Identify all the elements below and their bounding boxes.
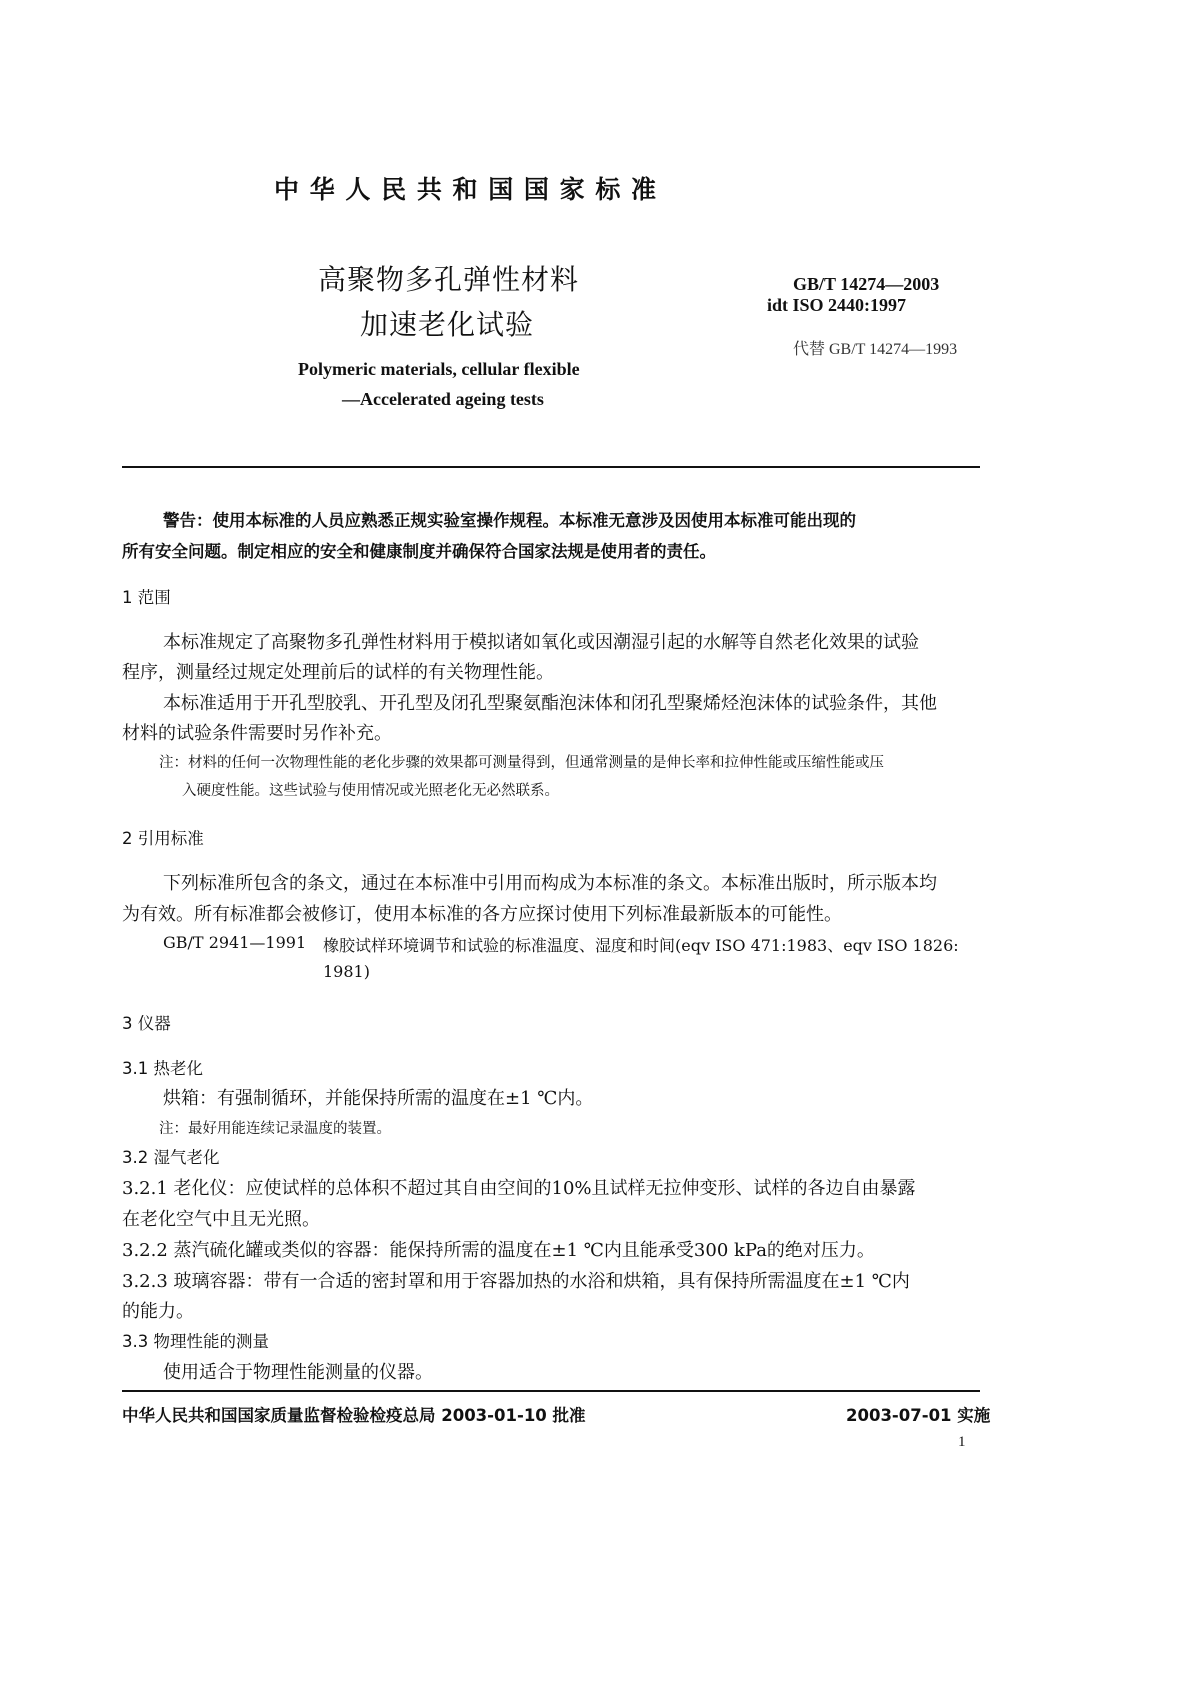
section1-note-line1: 注：材料的任何一次物理性能的老化步骤的效果都可测量得到，但通常测量的是伸长率和拉伸性能或压缩性能或压 [159,755,884,771]
section32-heading: 3.2 湿气老化 [122,1148,220,1167]
section3-heading: 3 仪器 [122,1014,171,1033]
footer-divider [122,1390,980,1392]
section2-p1-line2: 为有效。所有标准都会被修订，使用本标准的各方应探讨使用下列标准最新版本的可能性。 [122,904,842,925]
reference-text-line1: 橡胶试样环境调节和试验的标准温度、湿度和时间(eqv ISO 471:1983、eqv ISO 1826: [323,936,959,955]
idt-line: idt ISO 2440:1997 [767,295,907,315]
page-number: 1 [958,1434,966,1450]
section321-line2: 在老化空气中且无光照。 [122,1209,320,1230]
replaces-line: 代替 GB/T 14274—1993 [793,341,958,358]
section1-p1-line2: 程序，测量经过规定处理前后的试样的有关物理性能。 [122,662,554,683]
section1-note-line2: 入硬度性能。这些试验与使用情况或光照老化无必然联系。 [182,783,559,799]
section323-line2: 的能力。 [122,1301,194,1322]
section31-note: 注：最好用能连续记录温度的装置。 [159,1121,391,1137]
section2-p1-line1: 下列标准所包含的条文，通过在本标准中引用而构成为本标准的条文。本标准出版时，所示版本均 [163,873,937,894]
section1-p2-line1: 本标准适用于开孔型胶乳、开孔型及闭孔型聚氨酯泡沫体和闭孔型聚烯烃泡沫体的试验条件，其他 [163,693,937,714]
section1-p2-line2: 材料的试验条件需要时另作补充。 [122,723,392,744]
warning-line1: 警告：使用本标准的人员应熟悉正规实验室操作规程。本标准无意涉及因使用本标准可能出现的 [163,511,856,530]
section1-p1-line1: 本标准规定了高聚物多孔弹性材料用于模拟诸如氧化或因潮湿引起的水解等自然老化效果的试验 [163,632,919,653]
section2-heading: 2 引用标准 [122,829,204,848]
national-standard-heading: 中 华 人 民 共 和 国 国 家 标 准 [274,175,658,204]
reference-code: GB/T 2941—1991 [163,933,307,952]
warning-line2: 所有安全问题。制定相应的安全和健康制度并确保符合国家法规是使用者的责任。 [122,542,716,561]
section322: 3.2.2 蒸汽硫化罐或类似的容器：能保持所需的温度在±1 ℃内且能承受300 kPa的绝对压力。 [122,1240,875,1261]
std-number: GB/T 14274—2003 [793,274,940,294]
title-cn-line2: 加速老化试验 [360,308,535,341]
section321-line1: 3.2.1 老化仪：应使试样的总体积不超过其自由空间的10%且试样无拉伸变形、试样的各边自由暴露 [122,1178,916,1199]
section323-line1: 3.2.3 玻璃容器：带有一合适的密封罩和用于容器加热的水浴和烘箱，具有保持所需温度在±1 ℃内 [122,1271,910,1292]
section1-heading: 1 范围 [122,588,171,607]
section33-heading: 3.3 物理性能的测量 [122,1332,269,1351]
section33-text: 使用适合于物理性能测量的仪器。 [163,1362,433,1383]
title-cn-line1: 高聚物多孔弹性材料 [318,263,580,296]
section31-text: 烘箱：有强制循环，并能保持所需的温度在±1 ℃内。 [163,1088,594,1109]
implementation-date: 2003-07-01 实施 [846,1406,991,1425]
title-en-line1: Polymeric materials, cellular flexible [298,359,580,379]
title-en-line2: —Accelerated ageing tests [342,389,544,409]
approval-line: 中华人民共和国国家质量监督检验检疫总局 2003-01-10 批准 [122,1406,586,1425]
header-divider [122,466,980,468]
section31-heading: 3.1 热老化 [122,1059,203,1078]
reference-text-line2: 1981) [323,962,370,981]
